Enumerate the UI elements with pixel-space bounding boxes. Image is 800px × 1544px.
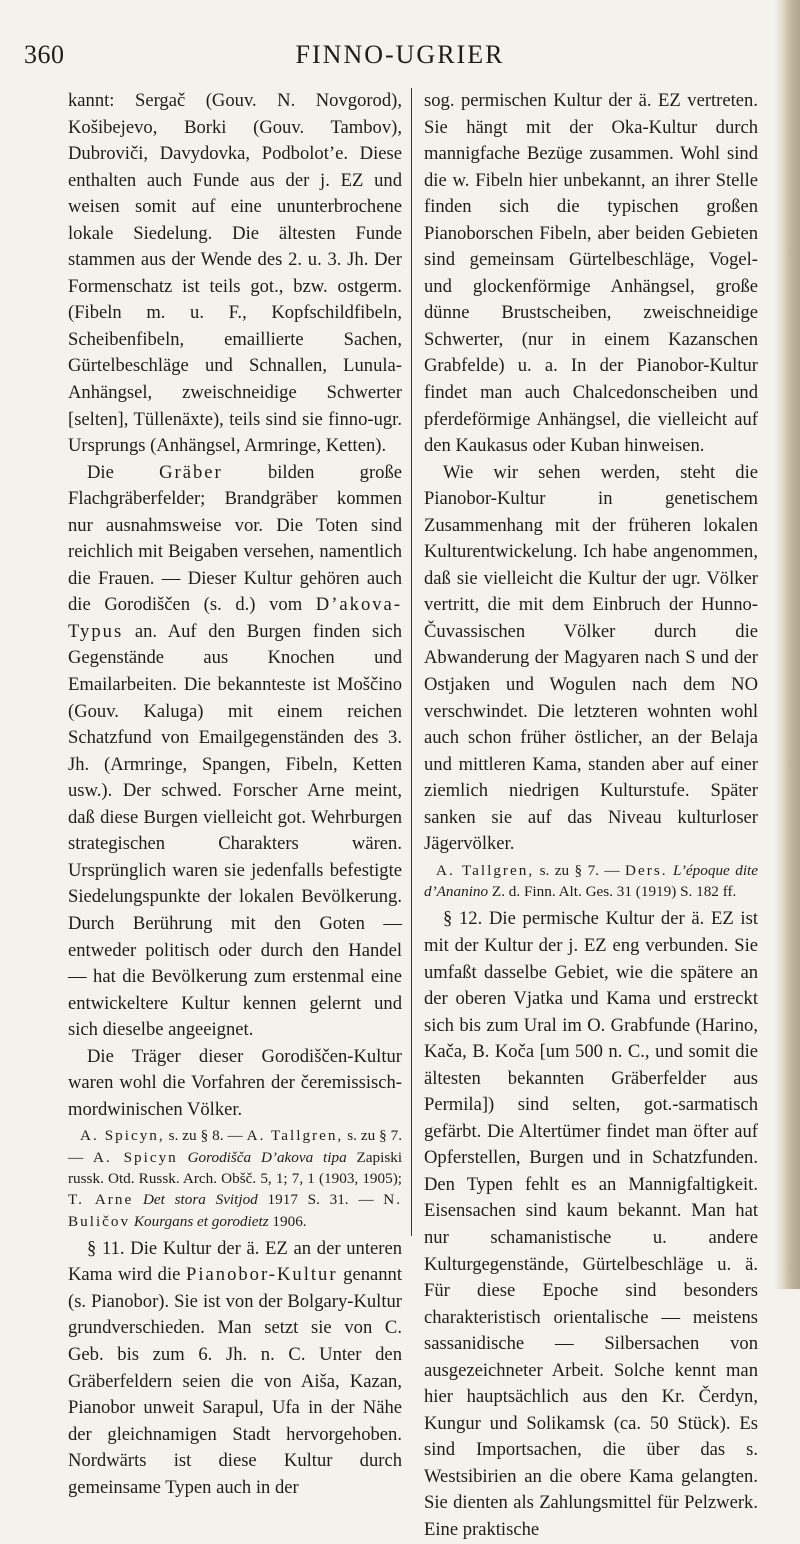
paragraph: § 12. Die permische Kultur der ä. EZ ist mit der Kultur der j. EZ eng verbunden. Sie umfaßt dasselbe Gebiet, wie die spätere an der oberen Vjatka und Kama und erstreckt sich bis zum Ural im O. Grabfunde (Harino, Kača, B. Koča [um 500 n. C., und somit die ältesten bekannten Gräberfelder aus Permila]) sind selten, got.-sarmatisch gefärbt. Die Altertümer findet man öfter auf Opferstellen, Burgen und in Schatzfunden. Den Typen fehlt es an Mannigfaltigkeit. Eisensachen sind kaum bekannt. Man hat nur schamanistische u. andere Kulturgegenstände, Gürtelbeschläge u. ä. Für diese Epoche sind besonders charakteristisch orientalische — meistens sassanidische — Silbersachen von ausgezeichneter Arbeit. Solche kennt man hier hauptsächlich aus den Kr. Čerdyn, Kungur und Solikamsk (ca. 50 Stück). Es sind Importsachen, die über das s. Westsibirien an die obere Kama gelangten. Sie dienten als Zahlungsmittel für Pelzwerk. Eine praktische — [424, 908, 758, 1541]
bibliography: A. Tallgren, s. zu § 7. — Ders. L’époque dite d’Ananino Z. d. Finn. Alt. Ges. 31 (1919) S. 182 ff. — [424, 861, 759, 901]
column-divider — [411, 88, 412, 1236]
paragraph: Die Gräber bilden große Flachgräberfelder; Brandgräber kommen nur ausnahmsweise vor. Die Toten sind reichlich mit Beigaben versehen, namentlich die Frauen. — Dieser Kultur gehören auch die Gorodiščen (s. d.) vom D’akova-Typus an. Auf den Burgen finden sich Gegenstände aus Knochen und Emailarbeiten. Die bekannteste ist Moščino (Gouv. Kaluga) mit einem reichen Schatzfund von Emailgegenständen des 3. Jh. (Armringe, Spangen, Fibeln, Ketten usw.). Der schwed. Forscher Arne meint, daß diese Burgen vielleicht got. Wehrburgen strategischen Charakters wären. Ursprünglich waren sie jedenfalls befestigte Siedelungspunkte der lokalen Bevölkerung. Durch Berührung mit den Goten — entweder politisch oder durch den Handel — hat die Bevölkerung zum erstenmal eine entwickeltere Kultur kennen gelernt und sich dieselbe angeeignet. — [68, 461, 403, 1041]
page-number: 360 — [24, 40, 65, 69]
bibliography: A. Spicyn, s. zu § 8. — A. Tallgren, s. zu § 7. — A. Spicyn Gorodišča D’akova tipa Zapiski russk. Otd. Russk. Arch. Obšč. 5, 1; 7, 1 (1903, 1905); T. Arne Det stora Svitjod 1917 S. 31. — N. Buličov Kourgans et gorodietz 1906. — [68, 1127, 403, 1230]
paragraph: Die Träger dieser Gorodiščen-Kultur waren wohl die Vorfahren der čeremissisch-mordwinischen Völker. — [68, 1045, 402, 1120]
left-column — [68, 88, 402, 1501]
paragraph: § 11. Die Kultur der ä. EZ an der unteren Kama wird die Pianobor-Kultur genannt (s. Pianobor). Sie ist von der Bolgary-Kultur grundverschieden. Man setzt sie von C. Geb. bis zum 6. Jh. n. C. Unter den Gräberfeldern seien die von Aiša, Kazan, Pianobor unweit Sarapul, Ufa in der Nähe der gleichnamigen Stadt hervorgehoben. Nordwärts ist diese Kultur durch gemeinsame Typen auch in der — [68, 1237, 402, 1498]
right-column — [424, 88, 758, 1544]
page-edge-shadow — [774, 0, 800, 1289]
running-title: FINNO-UGRIER — [295, 40, 505, 69]
paragraph: Wie wir sehen werden, steht die Pianobor-Kultur in genetischem Zusammenhang mit der früheren lokalen Kulturentwickelung. Ich habe angenommen, daß sie vielleicht die Kultur der ugr. Völker vertritt, die mit dem Einbruch der Hunno-Čuvassischen Völker durch die Abwanderung der Magyaren nach S und der Ostjaken und Wogulen nach dem NO verschwindet. Die letzteren wohnten wohl auch schon früher östlicher, an der Belaja und mittleren Kama, standen aber auf einer ziemlich niedrigen Kulturstufe. Später sanken sie auf das Niveau kulturloser Jägervölker. — [424, 461, 758, 855]
spaced-term: Gräber — [159, 461, 223, 483]
paragraph: sog. permischen Kultur der ä. EZ vertreten. Sie hängt mit der Oka-Kultur durch mannigfache Bezüge zusammen. Wohl sind die w. Fibeln hier unbekannt, an ihrer Stelle finden sich die typischen großen Pianoborschen Fibeln, aber beiden Gebieten sind gemeinsam Gürtelbeschläge, Vogel- und glockenförmige Anhängsel, große dünne Brustscheiben, zweischneidige Schwerter, (nur in einem Kazanschen Grabfelde) u. a. In der Pianobor-Kultur findet man auch Chalcedonscheiben und pferdeförmige Anhängsel, die vielleicht auf den Kaukasus oder Kuban hinweisen. — [424, 90, 758, 457]
paragraph: kannt: Sergač (Gouv. N. Novgorod), Košibejevo, Borki (Gouv. Tambov), Dubroviči, Davydovka, Podbolot’e. Diese enthalten auch Funde aus der j. EZ und weisen somit auf eine ununterbrochene lokale Siedelung. Die ältesten Funde stammen aus der Wende des 2. u. 3. Jh. Der Formenschatz ist teils got., bzw. ostgerm. (Fibeln m. u. F., Kopfschildfibeln, Scheibenfibeln, emaillierte Sachen, Gürtelbeschläge und Schnallen, Lunula-Anhängsel, zweischneidige Schwerter [selten], Tüllenäxte), teils sind sie finno-ugr. Ursprungs (Anhängsel, Armringe, Ketten). — [68, 90, 402, 457]
spaced-term: Pianobor-Kultur — [186, 1264, 338, 1286]
spaced-term: D’akova-Typus — [68, 594, 403, 642]
